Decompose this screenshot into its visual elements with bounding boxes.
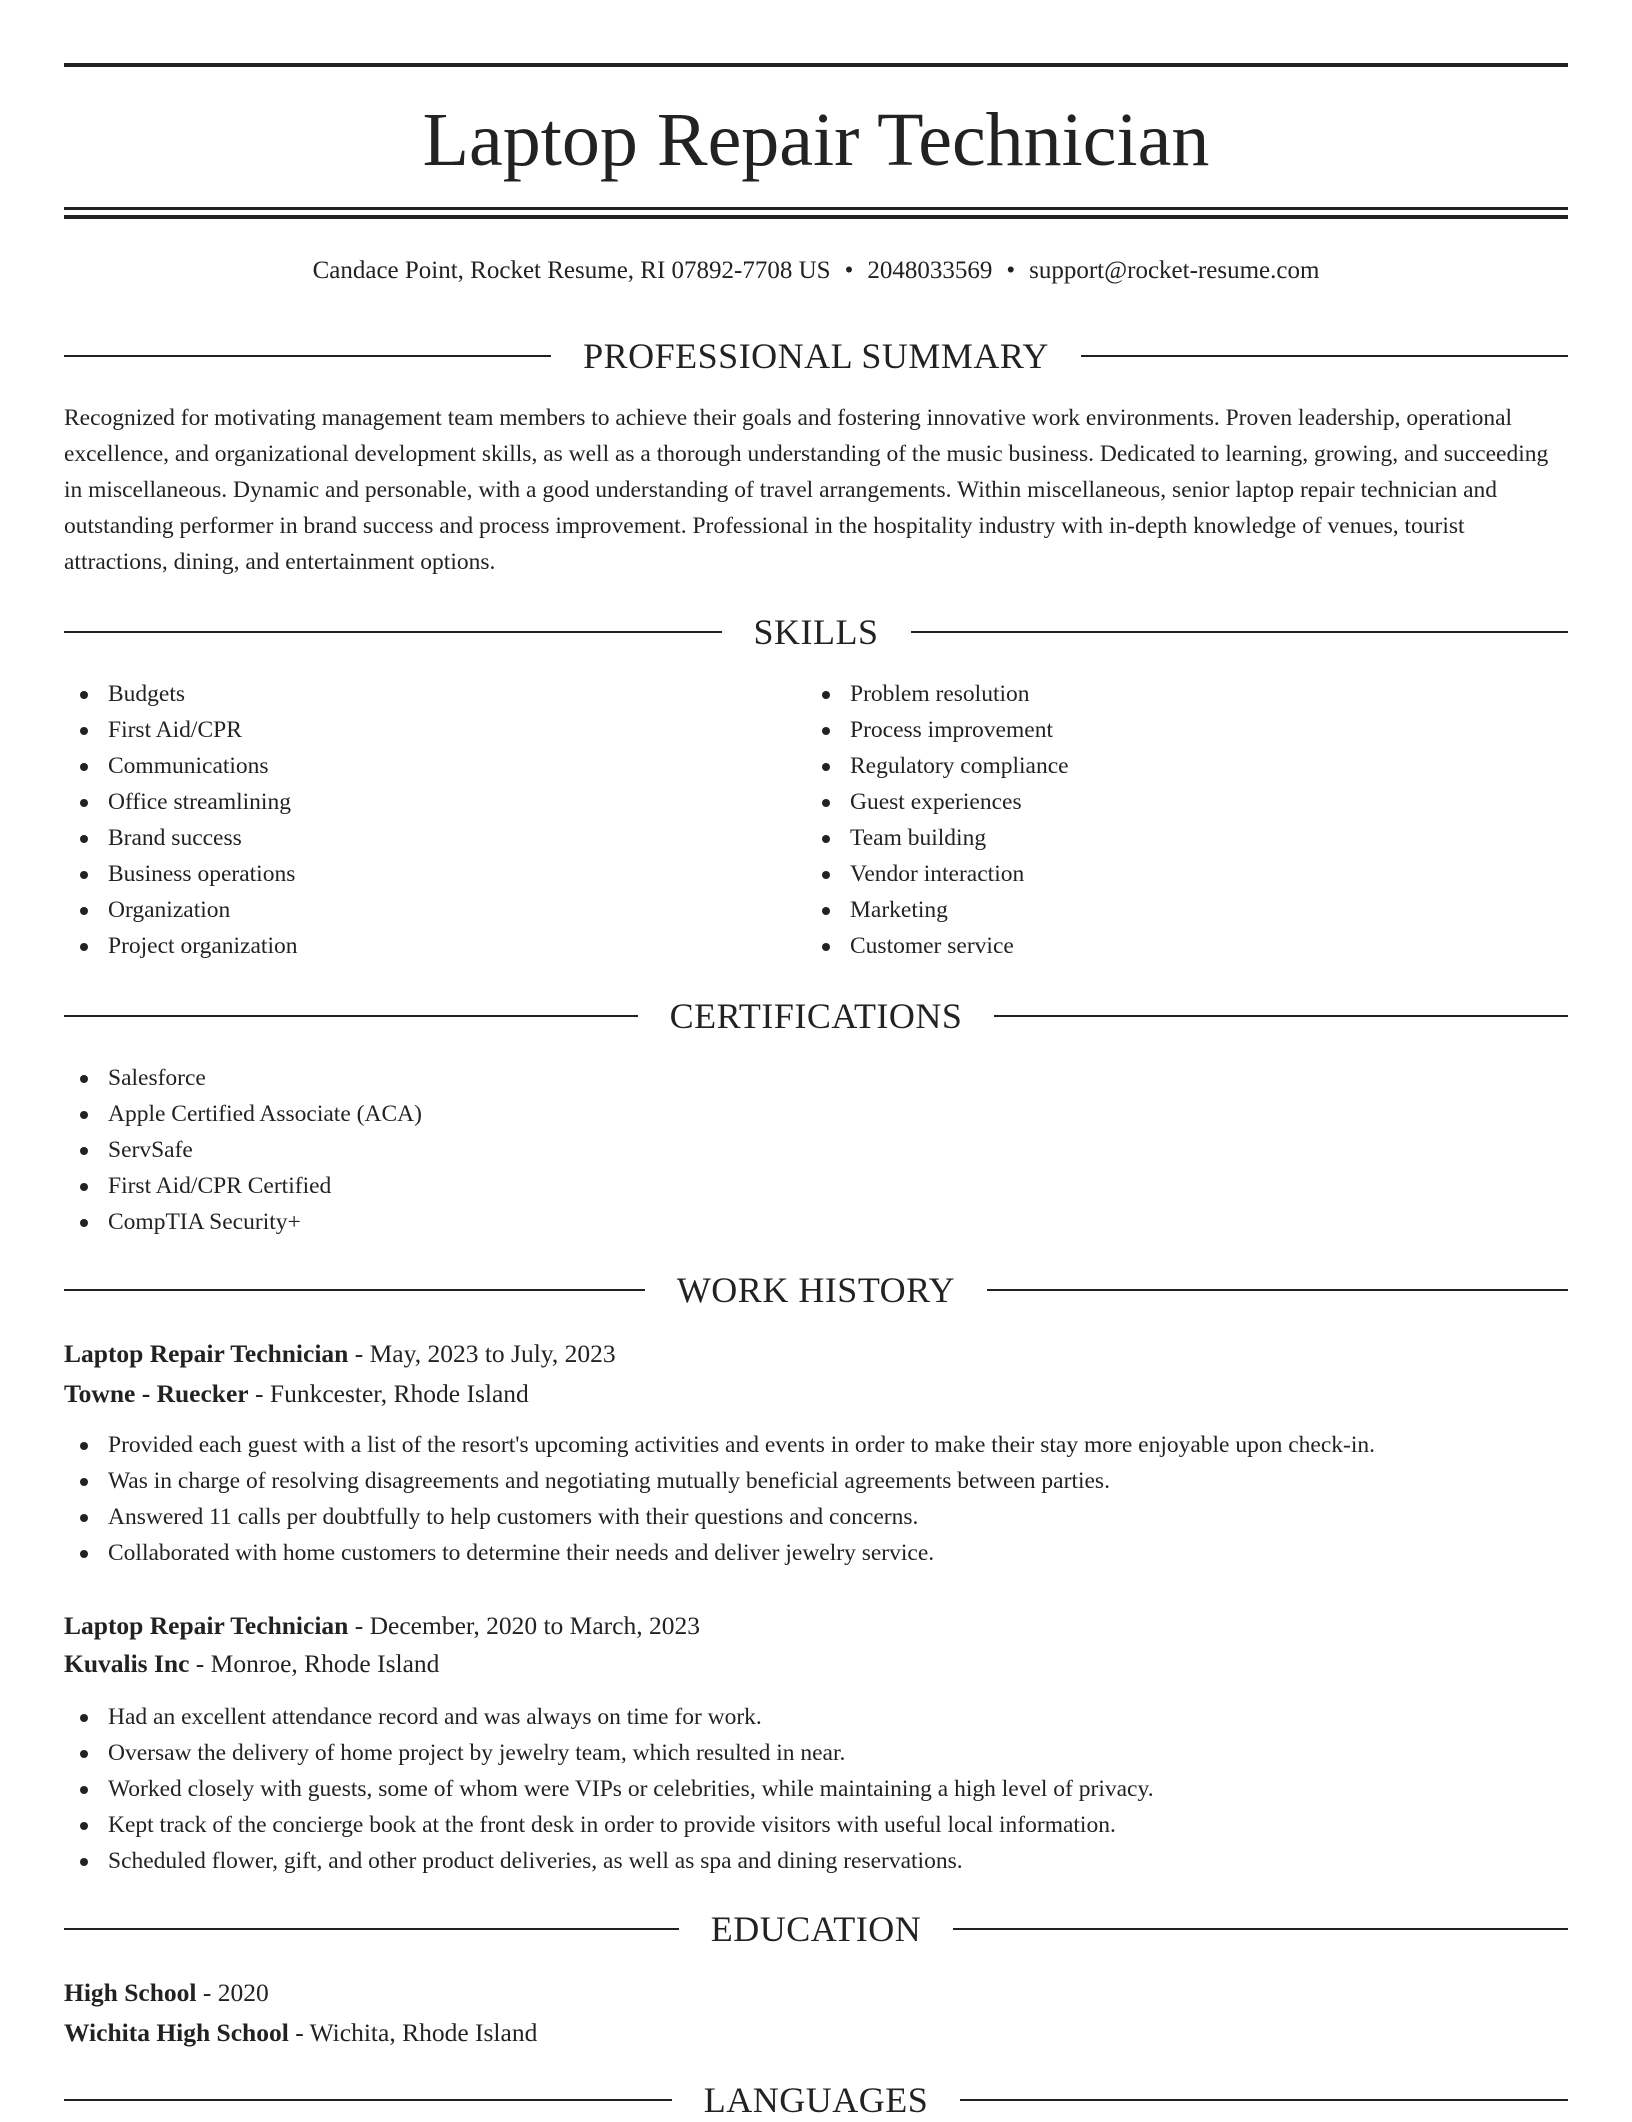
dash: - bbox=[354, 1339, 364, 1368]
section-rule bbox=[953, 1928, 1568, 1930]
job-company: Kuvalis Inc bbox=[64, 1649, 190, 1678]
certification-item: CompTIA Security+ bbox=[64, 1204, 1568, 1240]
job-location: Funkcester, Rhode Island bbox=[269, 1379, 529, 1408]
job-bullet: Had an excellent attendance record and was always on time for work. bbox=[64, 1699, 1568, 1735]
job-bullets bbox=[64, 1699, 1568, 1879]
job-bullets bbox=[64, 1427, 1568, 1571]
section-title: SKILLS bbox=[753, 612, 879, 652]
job-bullet: Answered 11 calls per doubtfully to help customers with their questions and concerns. bbox=[64, 1499, 1568, 1535]
skill-item: Regulatory compliance bbox=[806, 748, 1546, 784]
certification-item: Apple Certified Associate (ACA) bbox=[64, 1096, 1568, 1132]
section-title: LANGUAGES bbox=[703, 2080, 929, 2120]
contact-email: support@rocket-resume.com bbox=[1029, 257, 1320, 284]
section-rule bbox=[64, 2099, 672, 2101]
skill-item: Office streamlining bbox=[64, 784, 804, 820]
skill-item: Guest experiences bbox=[806, 784, 1546, 820]
contact-separator: • bbox=[844, 257, 854, 284]
resume-title: Laptop Repair Technician bbox=[422, 98, 1210, 182]
summary-text: Recognized for motivating management team members to achieve their goals and fostering innovative work environments. Proven leadership, operational excellence, and organizational development skills, as well as a thorough understanding of the music business. Dedicated to learning, growing, and succeeding in miscellaneous. Dynamic and personable, with a good understanding of travel arrangements. Within miscellaneous, senior laptop repair technician and outstanding performer in brand success and process improvement. Professional in the hospitality industry with in-depth knowledge of venues, tourist attractions, dining, and entertainment options. bbox=[64, 405, 1549, 575]
skill-item: Problem resolution bbox=[806, 676, 1546, 712]
job-bullet: Scheduled flower, gift, and other product deliveries, as well as spa and dining reservations. bbox=[64, 1843, 1568, 1879]
section-rule bbox=[64, 1015, 638, 1017]
section-title: WORK HISTORY bbox=[676, 1270, 956, 1310]
contact-phone: 2048033569 bbox=[867, 257, 993, 284]
section-title: CERTIFICATIONS bbox=[669, 996, 963, 1036]
section-rule bbox=[987, 1289, 1568, 1291]
job-title-line bbox=[64, 1335, 1568, 1373]
skill-item: Business operations bbox=[64, 856, 804, 892]
section-title: EDUCATION bbox=[710, 1909, 922, 1949]
section-rule bbox=[1081, 355, 1568, 357]
education-location: Wichita, Rhode Island bbox=[309, 2018, 538, 2047]
job-bullet: Kept track of the concierge book at the front desk in order to provide visitors with useful local information. bbox=[64, 1807, 1568, 1843]
skill-item: Vendor interaction bbox=[806, 856, 1546, 892]
dash: - bbox=[202, 1978, 212, 2007]
section-rule bbox=[911, 631, 1569, 633]
section-rule bbox=[64, 355, 551, 357]
certification-item: Salesforce bbox=[64, 1060, 1568, 1096]
dash: - bbox=[295, 2018, 304, 2047]
skill-item: Project organization bbox=[64, 928, 804, 964]
skill-item: Brand success bbox=[64, 820, 804, 856]
education-school: Wichita High School bbox=[64, 2018, 289, 2047]
skill-item: Organization bbox=[64, 892, 804, 928]
dash: - bbox=[255, 1379, 264, 1408]
section-rule bbox=[64, 1289, 645, 1291]
dash: - bbox=[195, 1649, 205, 1678]
title-rule-upper bbox=[64, 207, 1568, 210]
job-company-line bbox=[64, 1645, 1568, 1683]
skill-item: Marketing bbox=[806, 892, 1546, 928]
top-rule bbox=[64, 63, 1568, 67]
education-degree: High School bbox=[64, 1978, 197, 2007]
skill-item: Budgets bbox=[64, 676, 804, 712]
contact-line bbox=[64, 254, 1568, 288]
section-header-languages bbox=[64, 2078, 1568, 2122]
section-header-skills bbox=[64, 610, 1568, 654]
section-header-summary bbox=[64, 334, 1568, 378]
contact-address: Candace Point, Rocket Resume, RI 07892-7708 US bbox=[312, 257, 831, 284]
job-location: Monroe, Rhode Island bbox=[210, 1649, 440, 1678]
skill-item: Process improvement bbox=[806, 712, 1546, 748]
certification-item: ServSafe bbox=[64, 1132, 1568, 1168]
section-rule bbox=[960, 2099, 1568, 2101]
job-company-line bbox=[64, 1375, 1568, 1413]
education-degree-line bbox=[64, 1974, 1568, 2012]
education-school-line bbox=[64, 2014, 1568, 2052]
job-bullet: Was in charge of resolving disagreements and negotiating mutually beneficial agreements between parties. bbox=[64, 1463, 1568, 1499]
section-rule bbox=[994, 1015, 1568, 1017]
skill-item: First Aid/CPR bbox=[64, 712, 804, 748]
job-title: Laptop Repair Technician bbox=[64, 1611, 349, 1640]
skill-item: Team building bbox=[806, 820, 1546, 856]
section-header-certifications bbox=[64, 994, 1568, 1038]
job-bullet: Oversaw the delivery of home project by jewelry team, which resulted in near. bbox=[64, 1735, 1568, 1771]
dash: - bbox=[354, 1611, 364, 1640]
education-year: 2020 bbox=[217, 1978, 269, 2007]
certification-item: First Aid/CPR Certified bbox=[64, 1168, 1568, 1204]
job-title-line bbox=[64, 1607, 1568, 1645]
certifications-list bbox=[64, 1060, 1568, 1240]
skills-list-left bbox=[64, 676, 804, 964]
job-bullet: Worked closely with guests, some of whom were VIPs or celebrities, while maintaining a high level of privacy. bbox=[64, 1771, 1568, 1807]
section-rule bbox=[64, 631, 722, 633]
section-header-education bbox=[64, 1907, 1568, 1951]
section-title: PROFESSIONAL SUMMARY bbox=[583, 336, 1049, 376]
title-rule-lower bbox=[64, 215, 1568, 219]
job-company: Towne - Ruecker bbox=[64, 1379, 249, 1408]
job-bullet: Collaborated with home customers to determine their needs and deliver jewelry service. bbox=[64, 1535, 1568, 1571]
job-bullet: Provided each guest with a list of the resort's upcoming activities and events in order to make their stay more enjoyable upon check-in. bbox=[64, 1427, 1568, 1463]
section-header-work bbox=[64, 1268, 1568, 1312]
skill-item: Customer service bbox=[806, 928, 1546, 964]
skills-list-right bbox=[806, 676, 1546, 964]
job-dates: December, 2020 to March, 2023 bbox=[369, 1611, 700, 1640]
contact-separator: • bbox=[1006, 257, 1016, 284]
job-dates: May, 2023 to July, 2023 bbox=[369, 1339, 616, 1368]
section-rule bbox=[64, 1928, 679, 1930]
skill-item: Communications bbox=[64, 748, 804, 784]
job-title: Laptop Repair Technician bbox=[64, 1339, 349, 1368]
